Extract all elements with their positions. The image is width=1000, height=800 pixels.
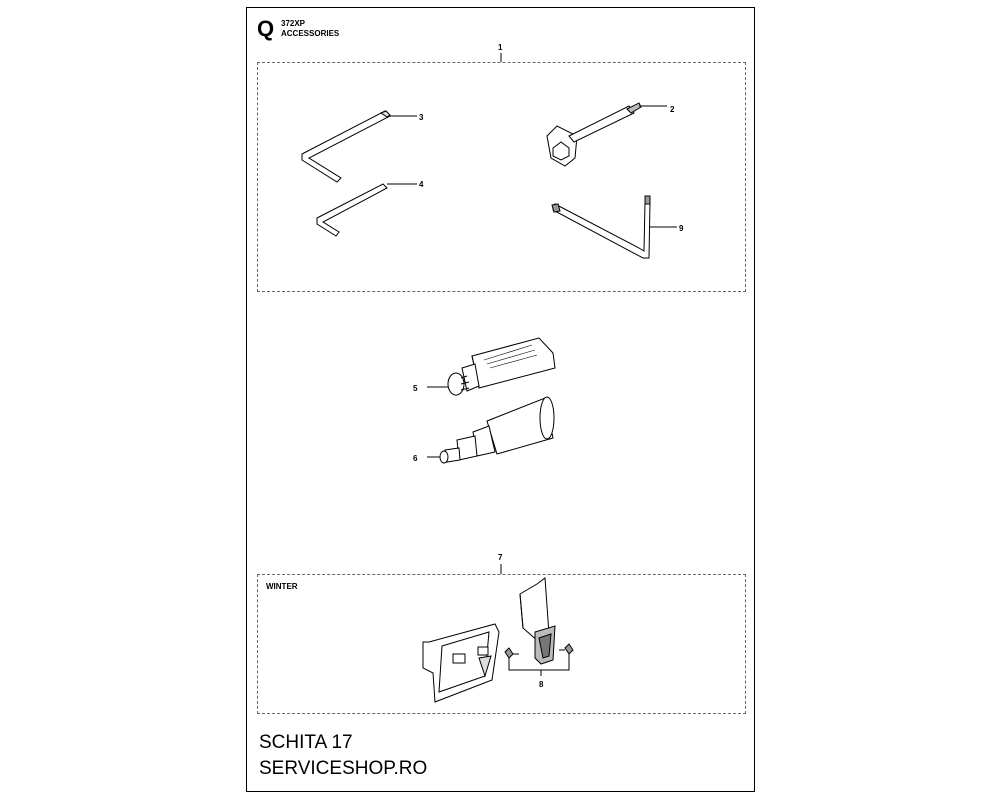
callout-4: 4 bbox=[419, 180, 424, 189]
hex-key-4 bbox=[317, 184, 417, 236]
sheet-number: SCHITA 17 bbox=[259, 732, 353, 753]
callout-7: 7 bbox=[498, 553, 503, 562]
winter-label: WINTER bbox=[266, 582, 298, 591]
callout-1: 1 bbox=[498, 43, 503, 52]
hex-key-3 bbox=[302, 111, 417, 182]
l-key-9 bbox=[552, 196, 677, 258]
diagram-sheet bbox=[246, 7, 755, 792]
parts-illustration bbox=[247, 8, 756, 793]
winter-cover-plate bbox=[423, 624, 499, 702]
grease-gun-6 bbox=[427, 397, 554, 463]
callout-3: 3 bbox=[419, 113, 424, 122]
group-title: ACCESSORIES bbox=[281, 29, 340, 38]
winter-shutter bbox=[520, 578, 555, 664]
callout-9: 9 bbox=[679, 224, 684, 233]
grease-tube-5 bbox=[427, 338, 555, 395]
combination-spanner-2 bbox=[547, 103, 667, 166]
callout-6: 6 bbox=[413, 454, 418, 463]
callout-2: 2 bbox=[670, 105, 675, 114]
model-label: 372XP bbox=[281, 19, 306, 28]
callout-8: 8 bbox=[539, 680, 544, 689]
shop-name: SERVICESHOP.RO bbox=[259, 758, 428, 779]
section-letter: Q bbox=[257, 16, 275, 41]
callout-5: 5 bbox=[413, 384, 418, 393]
